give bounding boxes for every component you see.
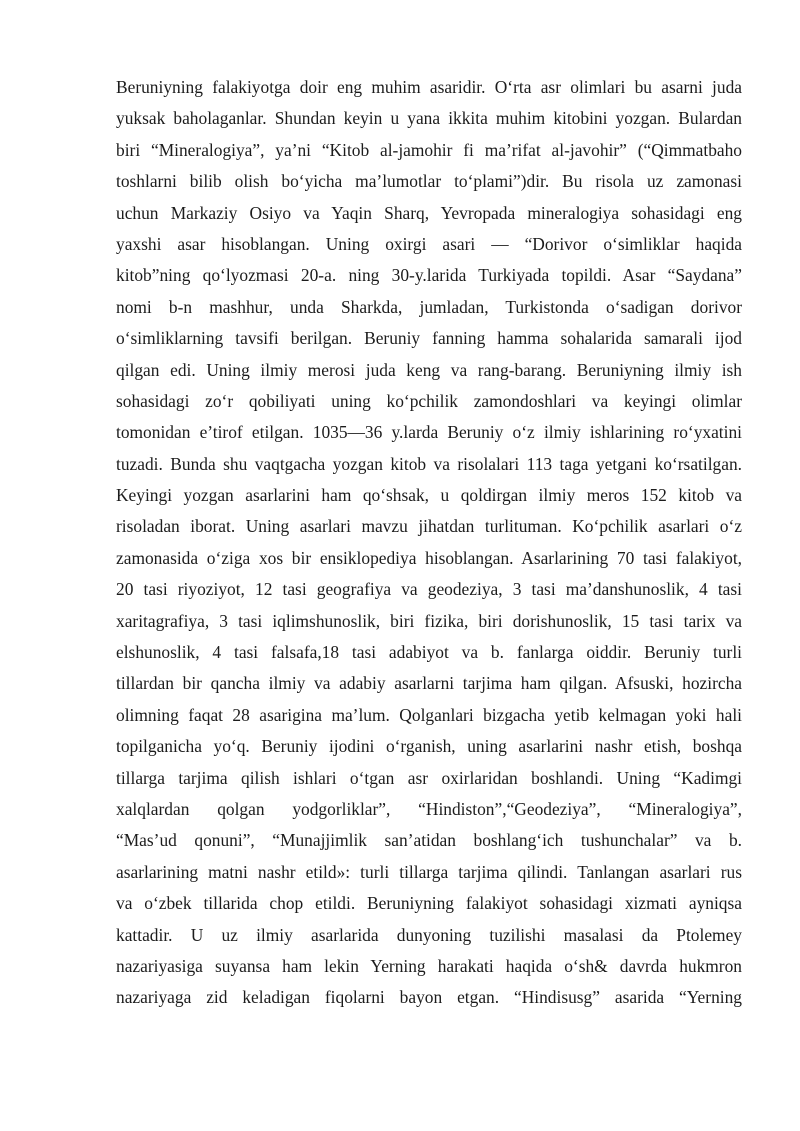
text-line: tillardan bir qancha ilmiy va adabiy asarlarni tarjima ham qilgan. Afsuski, hozircha	[116, 673, 742, 694]
text-line: “Mas’ud qonuni”, “Munajjimlik san’atidan boshlang‘ich tushunchalar” va b.	[116, 830, 742, 851]
text-line: tillarga tarjima qilish ishlari o‘tgan asr oxirlaridan boshlandi. Uning “Kadimgi	[116, 767, 742, 788]
text-line: va o‘zbek tillarida chop etildi. Beruniyning falakiyot sohasidagi xizmati ayniqsa	[116, 893, 742, 914]
text-line: Beruniyning falakiyotga doir eng muhim asaridir. O‘rta asr olimlari bu asarni juda	[116, 77, 742, 97]
text-line: kattadir. U uz ilmiy asarlarida dunyoning tuzilishi masalasi da Ptolemey	[116, 924, 742, 945]
text-line: elshunoslik, 4 tasi falsafa,18 tasi adabiyot va b. fanlarga oiddir. Beruniy turli	[116, 642, 742, 663]
text-line: yuksak baholaganlar. Shundan keyin u yana ikkita muhim kitobini yozgan. Bulardan	[116, 108, 742, 129]
text-line: biri “Mineralogiya”, ya’ni “Kitob al-jamohir fi ma’rifat al-javohir” (“Qimmatbaho	[116, 139, 742, 160]
text-line: nazariyaga zid keladigan fiqolarni bayon etgan. “Hindisusg” asarida “Yerning	[116, 987, 742, 1008]
text-line: olimning faqat 28 asarigina ma’lum. Qolganlari bizgacha yetib kelmagan yoki hali	[116, 704, 742, 725]
text-line: risoladan iborat. Uning asarlari mavzu jihatdan turlituman. Ko‘pchilik asarlari o‘z	[116, 516, 742, 537]
text-line: qilgan edi. Uning ilmiy merosi juda keng va rang-barang. Beruniyning ilmiy ish	[116, 359, 742, 380]
text-line: toshlarni bilib olish bo‘yicha ma’lumotlar to‘plami”)dir. Bu risola uz zamonasi	[116, 171, 742, 192]
text-line: nomi b-n mashhur, unda Sharkda, jumladan, Turkistonda o‘sadigan dorivor	[116, 296, 742, 317]
text-line: nazariyasiga suyansa ham lekin Yerning harakati haqida o‘sh& davrda hukmron	[116, 955, 742, 976]
text-line: kitob”ning qo‘lyozmasi 20-a. ning 30-y.larida Turkiyada topildi. Asar “Saydana”	[116, 265, 742, 286]
text-line: sohasidagi zo‘r qobiliyati uning ko‘pchilik zamondoshlari va keyingi olimlar	[116, 390, 742, 411]
text-line: topilganicha yo‘q. Beruniy ijodini o‘rganish, uning asarlarini nashr etish, boshqa	[116, 736, 742, 757]
text-line: Keyingi yozgan asarlarini ham qo‘shsak, u qoldirgan ilmiy meros 152 kitob va	[116, 485, 742, 506]
text-line: uchun Markaziy Osiyo va Yaqin Sharq, Yevropada mineralogiya sohasidagi eng	[116, 202, 742, 223]
text-line: tuzadi. Bunda shu vaqtgacha yozgan kitob va risolalari 113 taga yetgani ko‘rsatilgan.	[116, 453, 742, 474]
text-line: xalqlardan qolgan yodgorliklar”, “Hindiston”,“Geodeziya”, “Mineralogiya”,	[116, 798, 742, 819]
text-line: zamonasida o‘ziga xos bir ensiklopediya hisoblangan. Asarlarining 70 tasi falakiyot,	[116, 547, 742, 568]
text-line: asarlarining matni nashr etild»: turli tillarga tarjima qilindi. Tanlangan asarlari rus	[116, 861, 742, 882]
text-line: xaritagrafiya, 3 tasi iqlimshunoslik, biri fizika, biri dorishunoslik, 15 tasi tarix va	[116, 610, 742, 631]
body-text	[116, 72, 742, 1014]
text-line: 20 tasi riyoziyot, 12 tasi geografiya va geodeziya, 3 tasi ma’danshunoslik, 4 tasi	[116, 579, 742, 600]
text-line: yaxshi asar hisoblangan. Uning oxirgi asari — “Dorivor o‘simliklar haqida	[116, 233, 742, 254]
text-line: o‘simliklarning tavsifi berilgan. Beruniy fanning hamma sohalarida samarali ijod	[116, 328, 742, 349]
text-line: tomonidan e’tirof etilgan. 1035—36 y.larda Beruniy o‘z ilmiy ishlarining ro‘yxatini	[116, 422, 742, 443]
